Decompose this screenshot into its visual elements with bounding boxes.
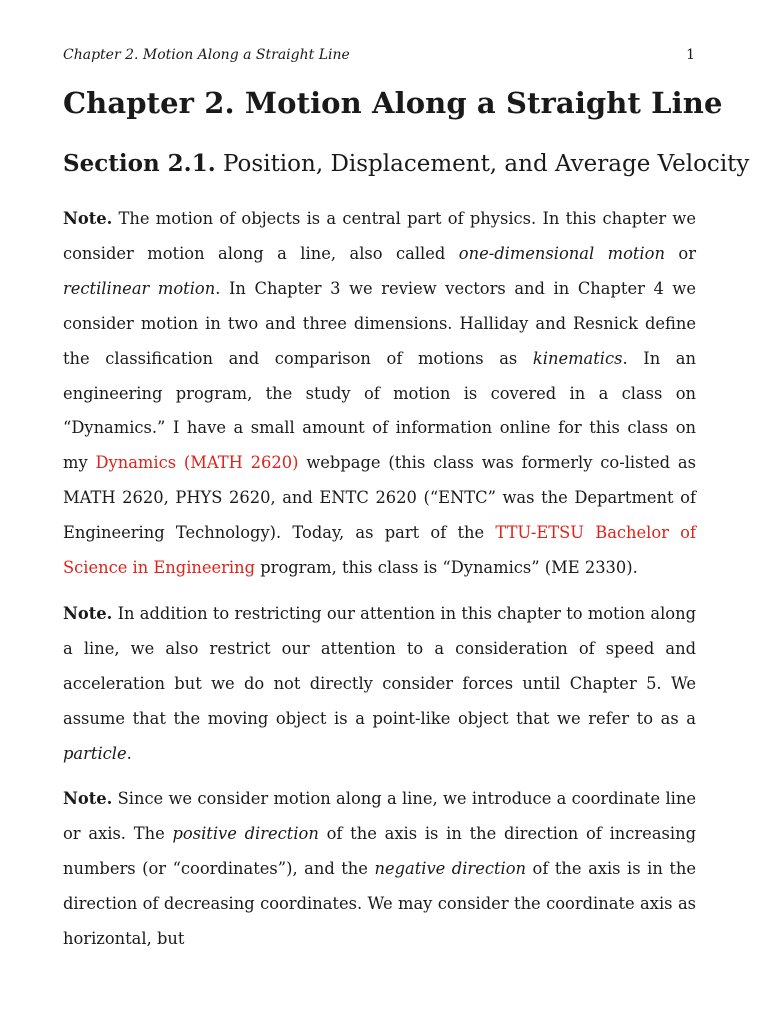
page-number: 1 xyxy=(686,47,695,63)
emphasis: one-dimensional motion xyxy=(458,243,665,263)
paragraph-note-2 xyxy=(63,597,696,772)
note-label: Note. xyxy=(63,209,113,228)
section-title xyxy=(63,150,749,177)
chapter-title: Chapter 2. Motion Along a Straight Line xyxy=(63,86,723,120)
emphasis: negative direction xyxy=(374,858,527,878)
emphasis: particle xyxy=(63,743,127,763)
ttu-etsu-program-link[interactable]: TTU-ETSU Bachelor of Science in Engineering xyxy=(63,523,697,578)
text-run: of the axis is in the direction of decreasing coordinates. We may consider the coordinate axis as horizontal, but xyxy=(63,858,696,948)
paragraph-note-1 xyxy=(63,202,696,586)
note-label: Note. xyxy=(63,604,113,623)
note-label: Note. xyxy=(63,789,113,808)
dynamics-webpage-link[interactable]: Dynamics (MATH 2620) xyxy=(95,453,299,473)
text-run: or xyxy=(664,243,696,263)
emphasis: kinematics xyxy=(532,348,623,368)
text-run: . In an engineering program, the study of motion is covered in a class on “Dynamics.” I have a small amount of information online for this class on my xyxy=(63,348,696,473)
text-run: Since we consider motion along a line, we introduce a coordinate line or axis. The xyxy=(63,789,696,843)
section-number: Section 2.1. xyxy=(63,150,216,177)
text-run: In addition to restricting our attention in this chapter to motion along a line, we also restrict our attention to a consideration of speed and acceleration but we do not directly consider forces until Chapter 5. We assume that the moving object is a point-like object that we refer to as a xyxy=(63,604,696,728)
emphasis: rectilinear motion xyxy=(63,278,216,298)
running-title: Chapter 2. Motion Along a Straight Line xyxy=(63,47,350,63)
text-run: . In Chapter 3 we review vectors and in Chapter 4 we consider motion in two and three dimensions. Halliday and Resnick define the classification and comparison of motions as xyxy=(63,278,696,368)
text-run: program, this class is “Dynamics” (ME 2330). xyxy=(255,558,638,578)
text-run: of the axis is in the direction of increasing numbers (or “coordinates”), and the xyxy=(63,823,696,878)
running-header xyxy=(63,47,695,63)
emphasis: positive direction xyxy=(172,823,319,843)
text-run: webpage (this class was formerly co-listed as MATH 2620, PHYS 2620, and ENTC 2620 (“ENTC” was the Department of Engineering Technology). Today, as part of the xyxy=(63,453,696,543)
section-name: Position, Displacement, and Average Velocity xyxy=(223,151,750,177)
paragraph-note-3 xyxy=(63,782,696,957)
text-run: The motion of objects is a central part of physics. In this chapter we consider motion along a line, also called xyxy=(63,209,696,263)
text-run: . xyxy=(126,743,132,763)
